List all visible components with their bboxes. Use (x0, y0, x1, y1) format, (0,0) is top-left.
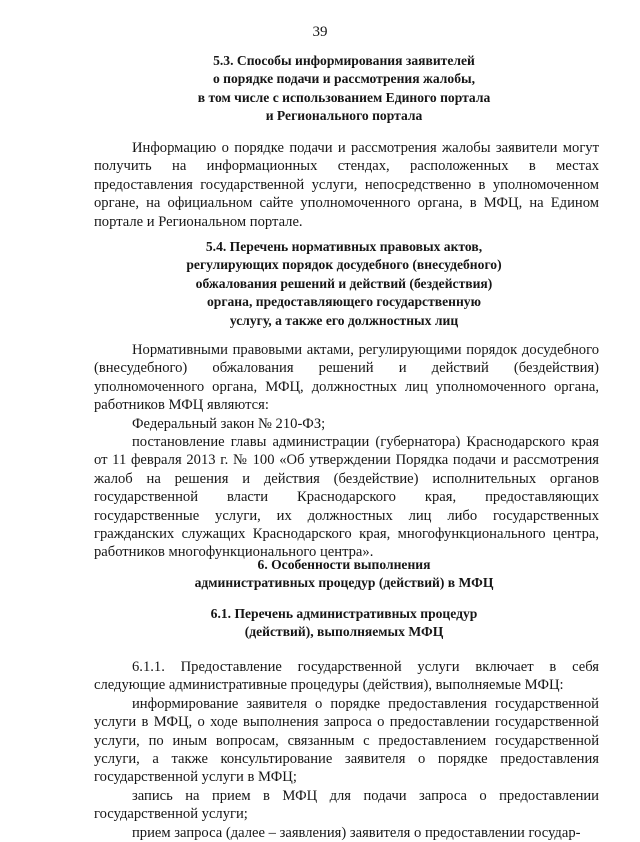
title-line: органа, предоставляющего государственную (206, 294, 481, 310)
title-line: 6.1. Перечень административных процедур (210, 606, 478, 621)
paragraph: 6.1.1. Предоставление государственной услуги включает в себя следующие административные процедуры (действия), выполняемые МФЦ: (94, 659, 599, 694)
title-line: услугу, а также его должностных лиц (229, 312, 459, 328)
section-title-6 (94, 556, 594, 593)
title-line: в том числе с использованием Единого портала (197, 89, 491, 105)
section-title-5-3 (94, 52, 594, 126)
title-line: о порядке подачи и рассмотрения жалобы, (212, 71, 476, 87)
paragraph: Нормативными правовыми актами, регулирующими порядок досудебного (внесудебного) обжалования решений и действий (бездействия) уполномоченного органа, МФЦ, должностных лиц уполномоченного органа, работников МФЦ являются: (94, 342, 599, 414)
section-title-5-4 (94, 238, 594, 330)
title-line: обжалования решений и действий (бездействия) (195, 275, 493, 291)
title-line: регулирующих порядок досудебного (внесудебного) (186, 257, 502, 273)
paragraph: информирование заявителя о порядке предоставления государственной услуги в МФЦ, о ходе выполнения запроса о предоставлении государственной услуги, по иным вопросам, связанным с предоставлением государственной услуги, а также консультирование заявителя о порядке предоставления государственной услуги в МФЦ; (94, 695, 599, 786)
paragraph: Информацию о порядке подачи и рассмотрения жалобы заявители могут получить на информационных стендах, расположенных в местах предоставления государственной услуги, непосредственно в уполномоченном органе, на официальном сайте уполномоченного органа, в МФЦ, на Едином портале и Региональном портале. (94, 140, 599, 230)
paragraph: постановление главы администрации (губернатора) Краснодарского края от 11 февраля 2013 г. № 100 «Об утверждении Порядка подачи и рассмотрения жалоб на решения и действия (бездействие) исполнительных органов государственной власти Краснодарского края, предоставляющих государственные услуги, их должностных лиц либо государственных гражданских служащих Краснодарского края, многофункционального центра, работников многофункционального центра». (94, 434, 599, 561)
title-line: административных процедур (действий) в МФЦ (194, 575, 494, 591)
paragraph: запись на прием в МФЦ для подачи запроса о предоставлении государственной услуги; (94, 787, 599, 823)
section-title-6-1 (94, 605, 594, 642)
section-body-5-3 (94, 139, 599, 231)
section-body-6-1 (94, 658, 599, 842)
title-line: и Регионального портала (265, 108, 423, 124)
title-line: 5.3. Способы информирования заявителей (213, 53, 475, 68)
paragraph: Федеральный закон № 210-ФЗ; (132, 415, 326, 432)
title-line: (действий), выполняемых МФЦ (244, 624, 444, 640)
paragraph: прием запроса (далее – заявления) заявителя о предоставлении государ- (132, 824, 581, 841)
title-line: 6. Особенности выполнения (257, 557, 431, 572)
title-line: 5.4. Перечень нормативных правовых актов, (205, 239, 483, 254)
section-body-5-4 (94, 341, 599, 562)
page-number: 39 (312, 24, 328, 40)
